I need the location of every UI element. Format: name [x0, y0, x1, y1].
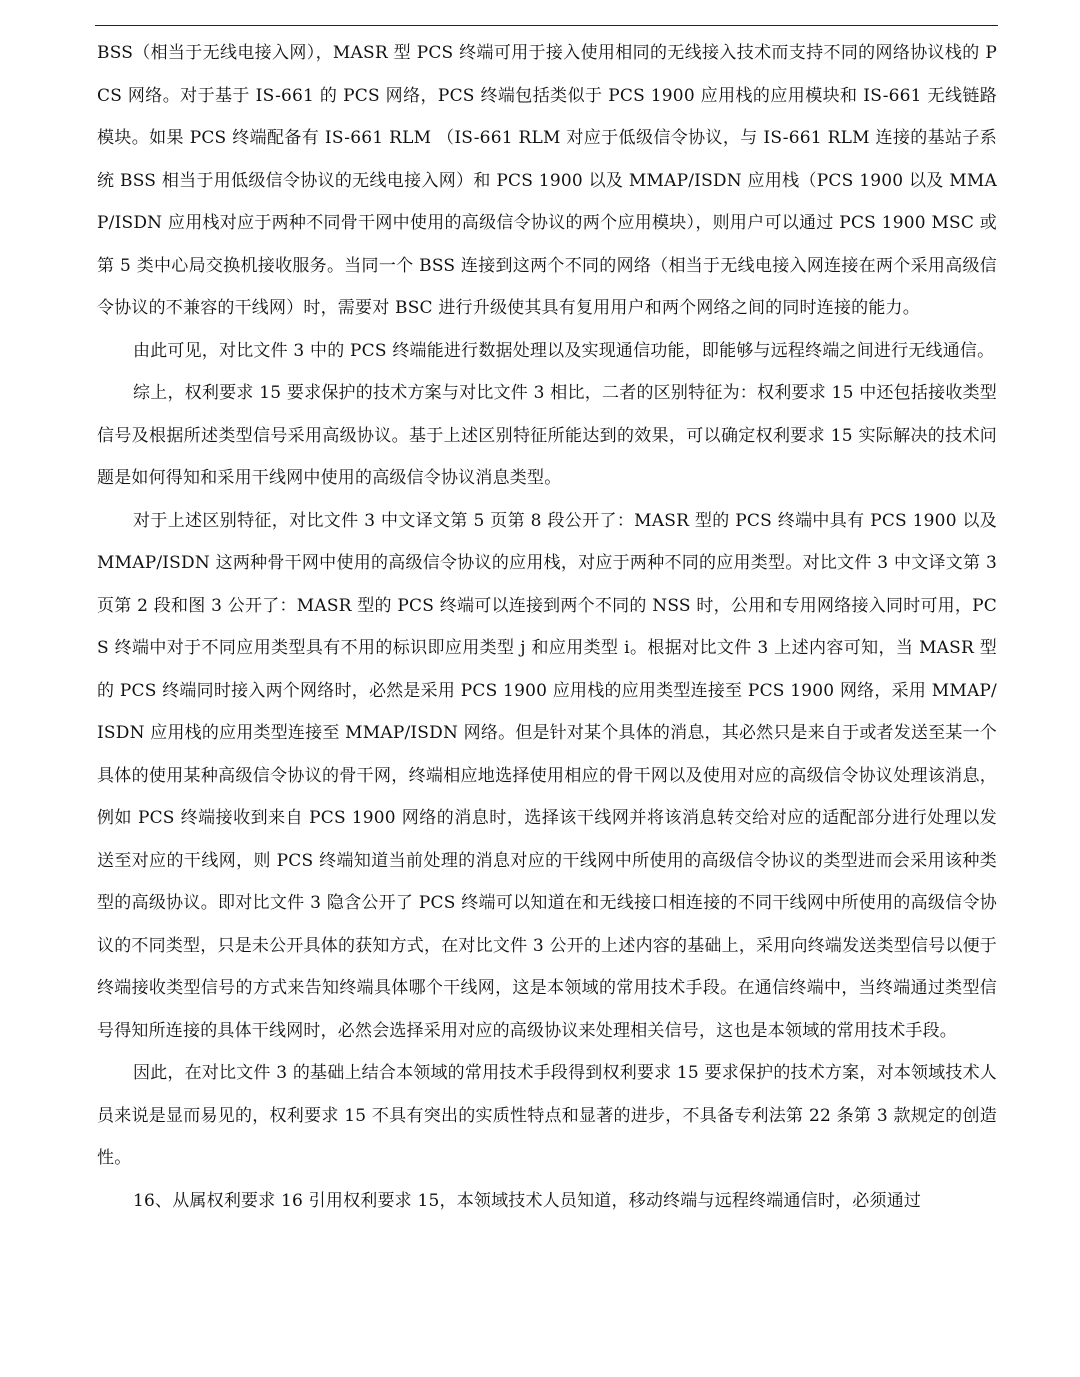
paragraph-analysis: 对于上述区别特征，对比文件 3 中文译文第 5 页第 8 段公开了：MASR 型的 PCS 终端中具有 PCS 1900 以及 MMAP/ISDN 这两种骨干网中使用的高级信令协议的应用栈，对应于两种不同的应用类型。对比文件 3 中文译文第 3 页第 2 段和图 3 公开了：MASR 型的 PCS 终端可以连接到两个不同的 NSS 时，公用和专用网络接入同时可用，PCS 终端中对于不同应用类型具有不用的标识即应用类型 j 和应用类型 i。根据对比文件 3 上述内容可知，当 MASR 型的 PCS 终端同时接入两个网络时，必然是采用 PCS 1900 应用栈的应用类型连接至 PCS 1900 网络，采用 MMAP/ISDN 应用栈的应用类型连接至 MMAP/ISDN 网络。但是针对某个具体的消息，其必然只是来自于或者发送至某一个具体的使用某种高级信令协议的骨干网，终端相应地选择使用相应的骨干网以及使用对应的高级信令协议处理该消息，例如 PCS 终端接收到来自 PCS 1900 网络的消息时，选择该干线网并将该消息转交给对应的适配部分进行处理以发送至对应的干线网，则 PCS 终端知道当前处理的消息对应的干线网中所使用的高级信令协议的类型进而会采用该种类型的高级协议。即对比文件 3 隐含公开了 PCS 终端可以知道在和无线接口相连接的不同干线网中所使用的高级信令协议的不同类型，只是未公开具体的获知方式，在对比文件 3 公开的上述内容的基础上，采用向终端发送类型信号以便于终端接收类型信号的方式来告知终端具体哪个干线网，这是本领域的常用技术手段。在通信终端中，当终端通过类型信号得知所连接的具体干线网时，必然会选择采用对应的高级协议来处理相关信号，这也是本领域的常用技术手段。 — [97, 510, 997, 1041]
document-body — [97, 32, 997, 1222]
paragraph-claim-16: 16、从属权利要求 16 引用权利要求 15，本领域技术人员知道，移动终端与远程终端通信时，必须通过 — [133, 1190, 922, 1211]
paragraph-conclusion-pcs: 由此可见，对比文件 3 中的 PCS 终端能进行数据处理以及实现通信功能，即能够与远程终端之间进行无线通信。 — [133, 340, 995, 361]
paragraph-distinguishing-feature: 综上，权利要求 15 要求保护的技术方案与对比文件 3 相比，二者的区别特征为：权利要求 15 中还包括接收类型信号及根据所述类型信号采用高级协议。基于上述区别特征所能达到的效果，可以确定权利要求 15 实际解决的技术问题是如何得知和采用干线网中使用的高级信令协议消息类型。 — [97, 383, 997, 488]
paragraph-inventiveness: 因此，在对比文件 3 的基础上结合本领域的常用技术手段得到权利要求 15 要求保护的技术方案，对本领域技术人员来说是显而易见的，权利要求 15 不具有突出的实质性特点和显著的进步，不具备专利法第 22 条第 3 款规定的创造性。 — [97, 1063, 997, 1168]
paragraph-bss-continuation: BSS（相当于无线电接入网），MASR 型 PCS 终端可用于接入使用相同的无线接入技术而支持不同的网络协议栈的 PCS 网络。对于基于 IS-661 的 PCS 网络，PCS 终端包括类似于 PCS 1900 应用栈的应用模块和 IS-661 无线链路模块。如果 PCS 终端配备有 IS-661 RLM （IS-661 RLM 对应于低级信令协议，与 IS-661 RLM 连接的基站子系统 BSS 相当于用低级信令协议的无线电接入网）和 PCS 1900 以及 MMAP/ISDN 应用栈（PCS 1900 以及 MMAP/ISDN 应用栈对应于两种不同骨干网中使用的高级信令协议的两个应用模块），则用户可以通过 PCS 1900 MSC 或第 5 类中心局交换机接收服务。当同一个 BSS 连接到这两个不同的网络（相当于无线电接入网连接在两个采用高级信令协议的不兼容的干线网）时，需要对 BSC 进行升级使其具有复用用户和两个网络之间的同时连接的能力。 — [97, 43, 997, 318]
header-rule — [95, 25, 998, 26]
